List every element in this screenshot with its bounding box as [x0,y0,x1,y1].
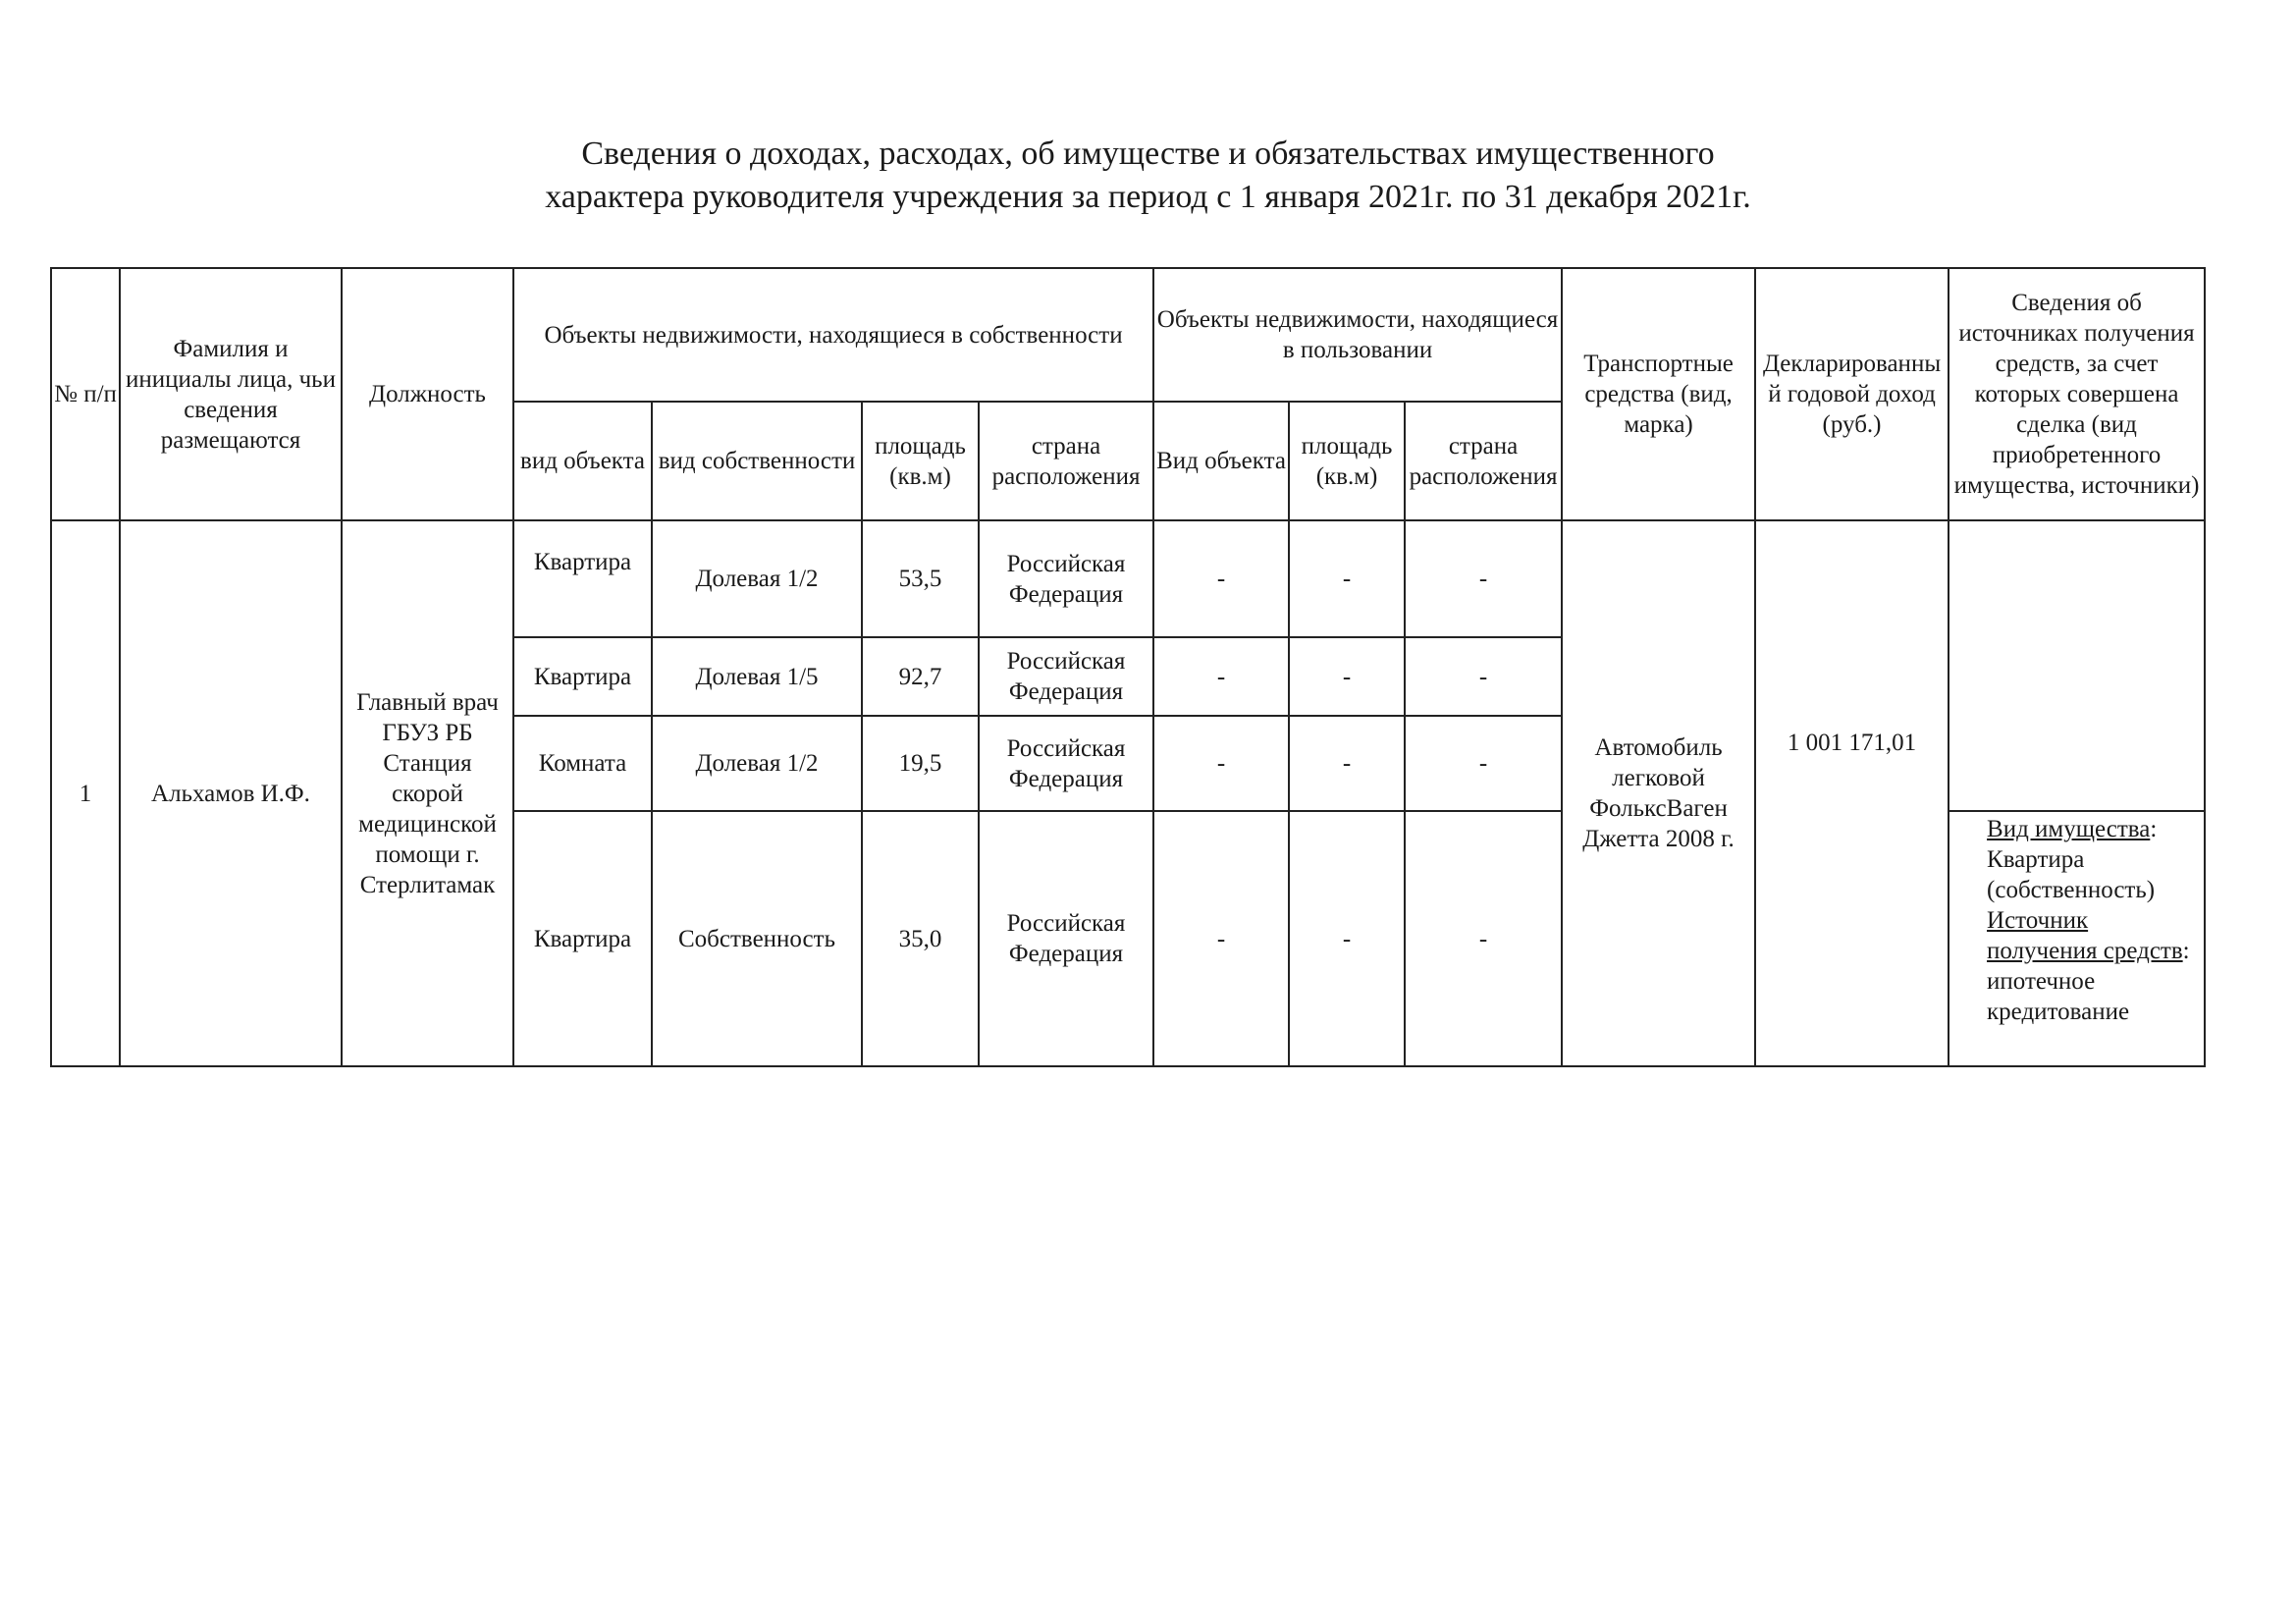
person-vehicle: Автомобиль легковой ФольксВаген Джетта 2008 г. [1562,520,1755,1066]
used-area: - [1289,716,1405,811]
owned-ownership: Долевая 1/5 [652,637,862,716]
owned-ownership: Долевая 1/2 [652,716,862,811]
title-line-2: характера руководителя учреждения за период с 1 января 2021г. по 31 декабря 2021г. [545,179,1751,215]
used-area: - [1289,811,1405,1066]
person-name: Альхамов И.Ф. [120,520,342,1066]
header-used-area: площадь (кв.м) [1289,402,1405,520]
used-type: - [1153,520,1289,637]
owned-ownership: Собственность [652,811,862,1066]
used-country: - [1405,520,1562,637]
header-owned-ownership: вид собственности [652,402,862,520]
header-used-group: Объекты недвижимости, находящиеся в пользовании [1153,268,1562,402]
header-income: Декларированный годовой доход (руб.) [1755,268,1949,520]
owned-type: Квартира [513,811,652,1066]
source-funds-suffix: : [2182,938,2190,964]
source-funds-value: ипотечное кредитование [1987,968,2130,1025]
header-used-country: страна расположения [1405,402,1562,520]
used-country: - [1405,637,1562,716]
owned-area: 53,5 [862,520,979,637]
owned-country: Российская Федерация [979,520,1153,637]
header-used-type: Вид объекта [1153,402,1289,520]
table-row [51,520,2205,637]
owned-country: Российская Федерация [979,716,1153,811]
header-owned-type: вид объекта [513,402,652,520]
used-area: - [1289,637,1405,716]
owned-area: 35,0 [862,811,979,1066]
used-type: - [1153,716,1289,811]
header-owned-country: страна расположения [979,402,1153,520]
source-property-label: Вид имущества [1987,816,2151,842]
source-property-value: Квартира (собственность) [1987,846,2156,903]
owned-ownership: Долевая 1/2 [652,520,862,637]
header-position: Должность [342,268,513,520]
used-type: - [1153,637,1289,716]
header-row-1 [51,268,2205,402]
owned-type: Комната [513,716,652,811]
owned-country: Российская Федерация [979,811,1153,1066]
header-owned-group: Объекты недвижимости, находящиеся в собственности [513,268,1153,402]
used-country: - [1405,811,1562,1066]
owned-area: 19,5 [862,716,979,811]
owned-area: 92,7 [862,637,979,716]
person-position: Главный врач ГБУЗ РБ Станция скорой медицинской помощи г. Стерлитамак [342,520,513,1066]
sources-empty-cell [1949,520,2205,811]
used-area: - [1289,520,1405,637]
sources-cell [1949,811,2205,1066]
person-income: 1 001 171,01 [1755,520,1949,1066]
source-property-suffix: : [2150,816,2158,842]
used-country: - [1405,716,1562,811]
source-funds-label: Источник получения средств [1987,907,2183,964]
header-vehicles: Транспортные средства (вид, марка) [1562,268,1755,520]
declaration-table [50,267,2206,1067]
owned-type: Квартира [513,520,652,637]
header-num: № п/п [51,268,120,520]
owned-country: Российская Федерация [979,637,1153,716]
title-line-1: Сведения о доходах, расходах, об имуществе и обязательствах имущественного [581,135,1715,172]
header-owned-area: площадь (кв.м) [862,402,979,520]
header-sources: Сведения об источниках получения средств, за счет которых совершена сделка (вид приобретенного имущества, источники) [1949,268,2205,520]
owned-type: Квартира [513,637,652,716]
header-name: Фамилия и инициалы лица, чьи сведения размещаются [120,268,342,520]
person-num: 1 [51,520,120,1066]
used-type: - [1153,811,1289,1066]
document-title [0,133,2296,219]
